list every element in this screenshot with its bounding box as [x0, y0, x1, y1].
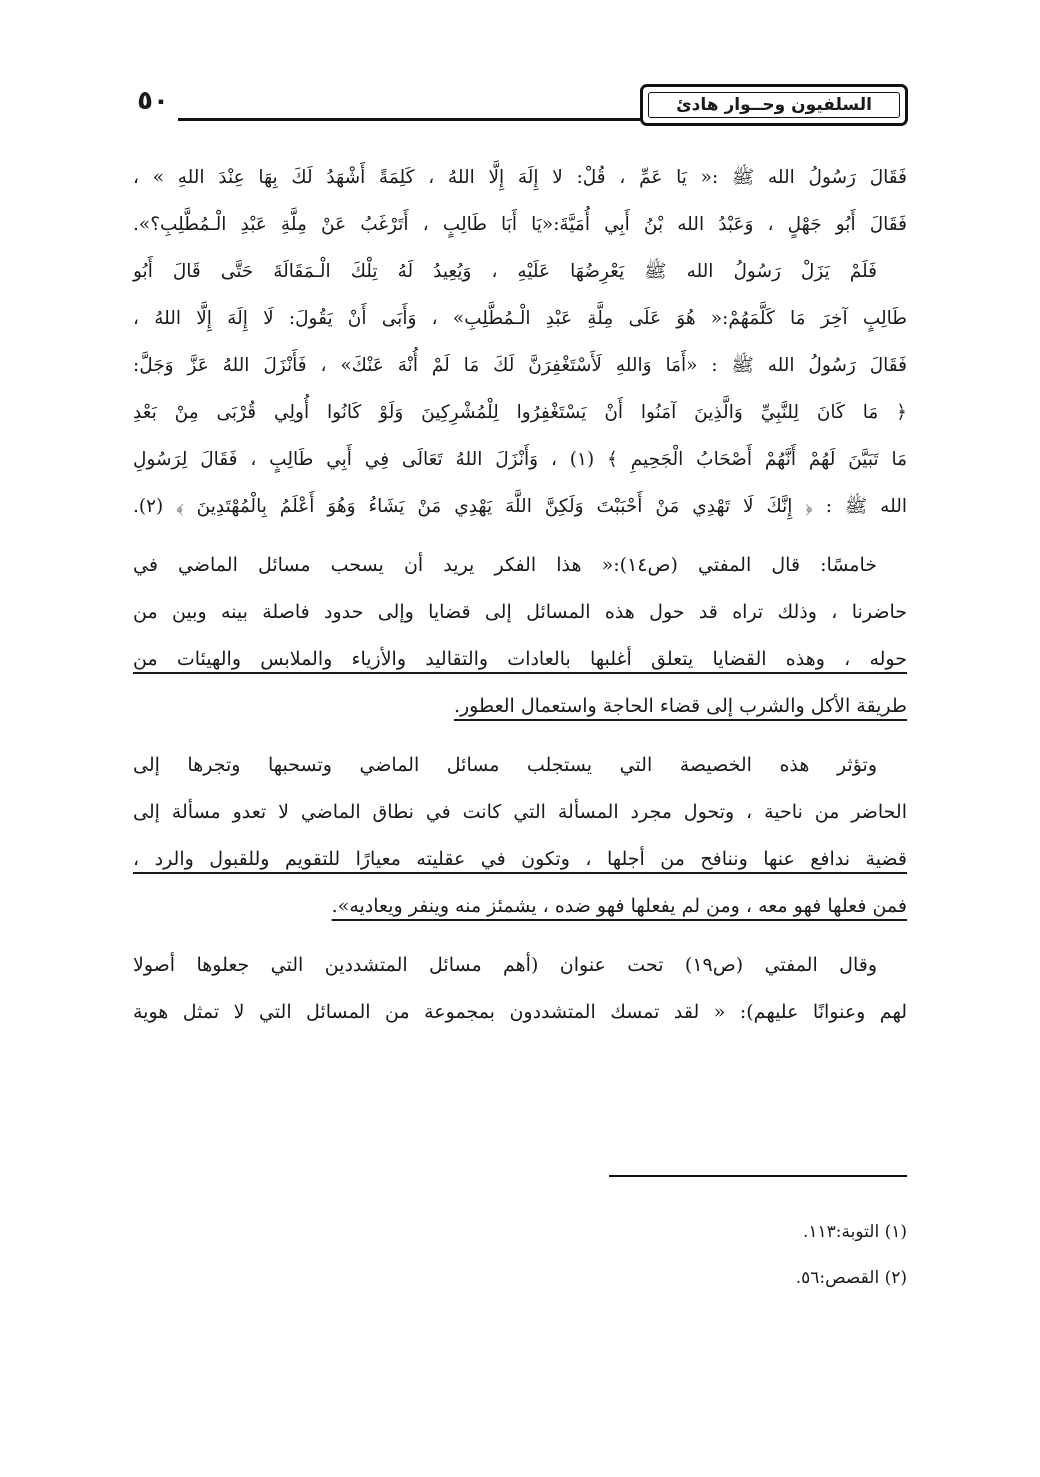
page-header	[128, 84, 908, 132]
text-line: فمن فعلها فهو معه ، ومن لم يفعلها فهو ضده ، يشمئز منه وينفر ويعاديه».	[331, 895, 907, 917]
footnote-1: (١) التوبة:١١٣.	[802, 1222, 907, 1242]
body-text	[133, 154, 907, 1036]
text-line: خامسًا: قال المفتي (ص١٤):« هذا الفكر يريد أن يسحب مسائل الماضي في	[133, 554, 878, 576]
text-line: فَقَالَ رَسُولُ الله ﷺ :« يَا عَمِّ ، قُلْ: لا إِلَهَ إِلَّا اللهُ ، كَلِمَةً أَشْهَدُ لَكَ بِهَا عِنْدَ اللهِ » ،	[133, 167, 907, 188]
quran-verse-line: مَا تَبَيَّنَ لَهُمْ أَنَّهُمْ أَصْحَابُ الْجَحِيمِ ﴾ (١) ، وَأَنْزَلَ اللهُ تَعَالَى فِي أَبِي طَالِبٍ ، فَقَالَ لِرَسُولِ	[133, 449, 907, 470]
text-line: وقال المفتي (ص١٩) تحت عنوان (أهم مسائل المتشددين التي جعلوها أصولا	[133, 954, 877, 976]
text-line: وتؤثر هذه الخصيصة التي يستجلب مسائل الماضي وتسحبها وتجرها إلى	[133, 754, 877, 776]
text-line: لهم وعنوانًا عليهم): « لقد تمسك المتشددون بمجموعة من المسائل التي لا تمثل هوية	[133, 1001, 907, 1023]
text-line: طريقة الأكل والشرب إلى قضاء الحاجة واستعمال العطور.	[453, 695, 907, 717]
running-title: السلفيون وحــوار هادئ	[648, 92, 900, 118]
text-line: طَالِبٍ آخِرَ مَا كَلَّمَهُمْ:« هُوَ عَلَى مِلَّةِ عَبْدِ الْـمُطَّلِبِ» ، وَأَبَى أَنْ يَقُولَ: لَا إِلَهَ إِلَّا اللهُ ،	[133, 308, 907, 329]
running-title-frame	[640, 84, 908, 126]
text-line: حاضرنا ، وذلك تراه قد حول هذه المسائل إلى قضايا وإلى حدود فاصلة بينه وبين من	[133, 601, 907, 623]
text-line: حوله ، وهذه القضايا يتعلق أغلبها بالعادات والتقاليد والأزياء والملابس والهيئات من	[133, 648, 907, 670]
text-line: فَقَالَ رَسُولُ الله ﷺ : «أَمَا وَاللهِ لَأَسْتَغْفِرَنَّ لَكَ مَا لَمْ أُنْهَ عَنْكَ» ، فَأَنْزَلَ اللهُ عَزَّ وَجَلَّ:	[133, 355, 907, 376]
page-number: ٥٠	[137, 86, 169, 116]
text-line: قضية ندافع عنها وننافح من أجلها ، وتكون في عقليته معيارًا للتقويم وللقبول والرد ،	[133, 848, 907, 870]
quran-verse-line: ﴿ مَا كَانَ لِلنَّبِيِّ وَالَّذِينَ آمَنُوا أَنْ يَسْتَغْفِرُوا لِلْمُشْرِكِينَ وَلَوْ كَانُوا أُولِي قُرْبَى مِنْ بَعْدِ	[133, 402, 907, 423]
header-rule	[178, 118, 640, 121]
quran-verse-line: الله ﷺ : ﴿ إِنَّكَ لَا تَهْدِي مَنْ أَحْبَبْتَ وَلَكِنَّ اللَّهَ يَهْدِي مَنْ يَشَاءُ وَهُوَ أَعْلَمُ بِالْمُهْتَدِينَ ﴾ (٢).	[133, 496, 907, 517]
footnote-2: (٢) القصص:٥٦.	[795, 1268, 907, 1288]
text-line: فَلَمْ يَزَلْ رَسُولُ الله ﷺ يَعْرِضُهَا عَلَيْهِ ، وَيُعِيدُ لَهُ تِلْكَ الْـمَقَالَةَ حَتَّى قَالَ أَبُو	[133, 261, 877, 282]
text-line: فَقَالَ أَبُو جَهْلٍ ، وَعَبْدُ الله بْنُ أَبِي أُمَيَّةَ:«يَا أَبَا طَالِبٍ ، أَتَرْغَبُ عَنْ مِلَّةِ عَبْدِ الْـمُطَّلِبِ؟».	[133, 214, 907, 235]
text-line: الحاضر من ناحية ، وتحول مجرد المسألة التي كانت في نطاق الماضي لا تعدو مسألة إلى	[133, 801, 907, 823]
footnote-separator	[609, 1175, 907, 1177]
